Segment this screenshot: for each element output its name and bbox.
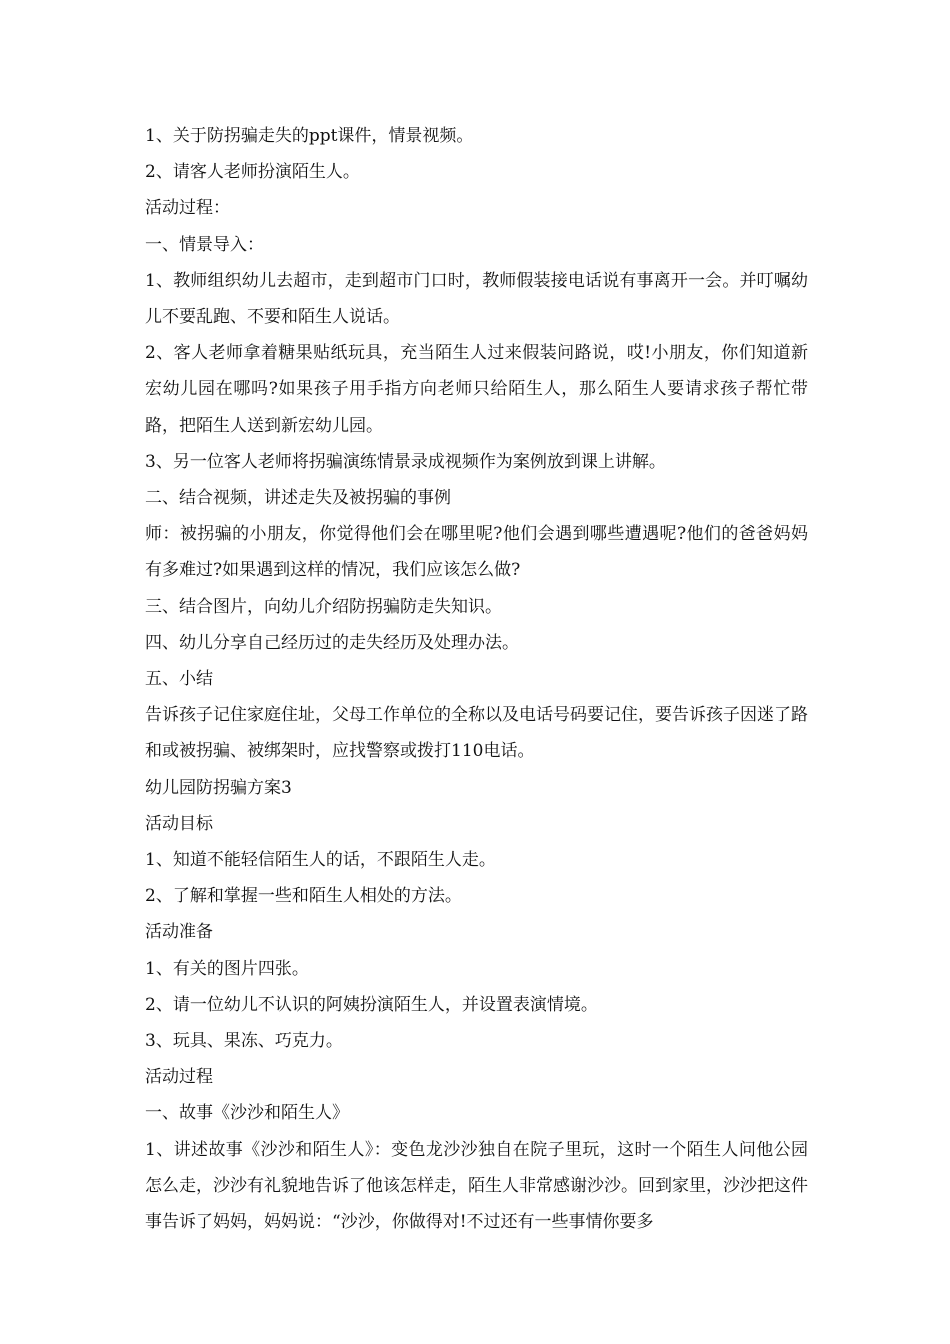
section-heading: 二、结合视频，讲述走失及被拐骗的事例 <box>145 488 451 509</box>
paragraph: 3、另一位客人老师将拐骗演练情景录成视频作为案例放到课上讲解。 <box>145 451 666 472</box>
document-body <box>145 118 808 1240</box>
section-heading: 活动过程 <box>145 1067 213 1088</box>
section-heading: 一、故事《沙沙和陌生人》 <box>145 1103 349 1124</box>
paragraph: 1、关于防拐骗走失的ppt课件，情景视频。 <box>145 126 474 146</box>
section-heading: 活动过程： <box>145 198 230 219</box>
paragraph: 2、了解和掌握一些和陌生人相处的方法。 <box>145 886 462 907</box>
paragraph: 告诉孩子记住家庭住址，父母工作单位的全称以及电话号码要记住，要告诉孩子因迷了路和或被拐骗、被绑架时，应找警察或拨打110电话。 <box>145 705 808 762</box>
paragraph: 3、玩具、果冻、巧克力。 <box>145 1031 343 1052</box>
document-title: 幼儿园防拐骗方案3 <box>145 777 292 798</box>
paragraph: 2、请一位幼儿不认识的阿姨扮演陌生人，并设置表演情境。 <box>145 994 598 1015</box>
paragraph: 1、讲述故事《沙沙和陌生人》：变色龙沙沙独自在院子里玩，这时一个陌生人问他公园怎么走，沙沙有礼貌地告诉了他该怎样走，陌生人非常感谢沙沙。回到家里，沙沙把这件事告诉了妈妈，妈妈说：“沙沙，你做得对!不过还有一些事情你要多 <box>145 1139 808 1233</box>
section-heading: 一、情景导入： <box>145 234 264 255</box>
paragraph: 2、请客人老师扮演陌生人。 <box>145 162 360 183</box>
paragraph: 1、有关的图片四张。 <box>145 958 309 979</box>
section-heading: 三、结合图片，向幼儿介绍防拐骗防走失知识。 <box>145 596 502 617</box>
paragraph: 1、知道不能轻信陌生人的话，不跟陌生人走。 <box>145 850 496 871</box>
section-heading: 四、幼儿分享自己经历过的走失经历及处理办法。 <box>145 632 519 653</box>
section-heading: 五、小结 <box>145 669 213 690</box>
paragraph: 2、客人老师拿着糖果贴纸玩具，充当陌生人过来假装问路说，哎!小朋友，你们知道新宏幼儿园在哪吗?如果孩子用手指方向老师只给陌生人，那么陌生人要请求孩子帮忙带路，把陌生人送到新宏幼儿园。 <box>145 343 808 436</box>
paragraph: 师：被拐骗的小朋友，你觉得他们会在哪里呢?他们会遇到哪些遭遇呢?他们的爸爸妈妈有多难过?如果遇到这样的情况，我们应该怎么做? <box>145 524 808 581</box>
section-heading: 活动准备 <box>145 922 213 943</box>
section-heading: 活动目标 <box>145 813 213 834</box>
paragraph: 1、教师组织幼儿去超市，走到超市门口时，教师假装接电话说有事离开一会。并叮嘱幼儿不要乱跑、不要和陌生人说话。 <box>145 270 808 328</box>
